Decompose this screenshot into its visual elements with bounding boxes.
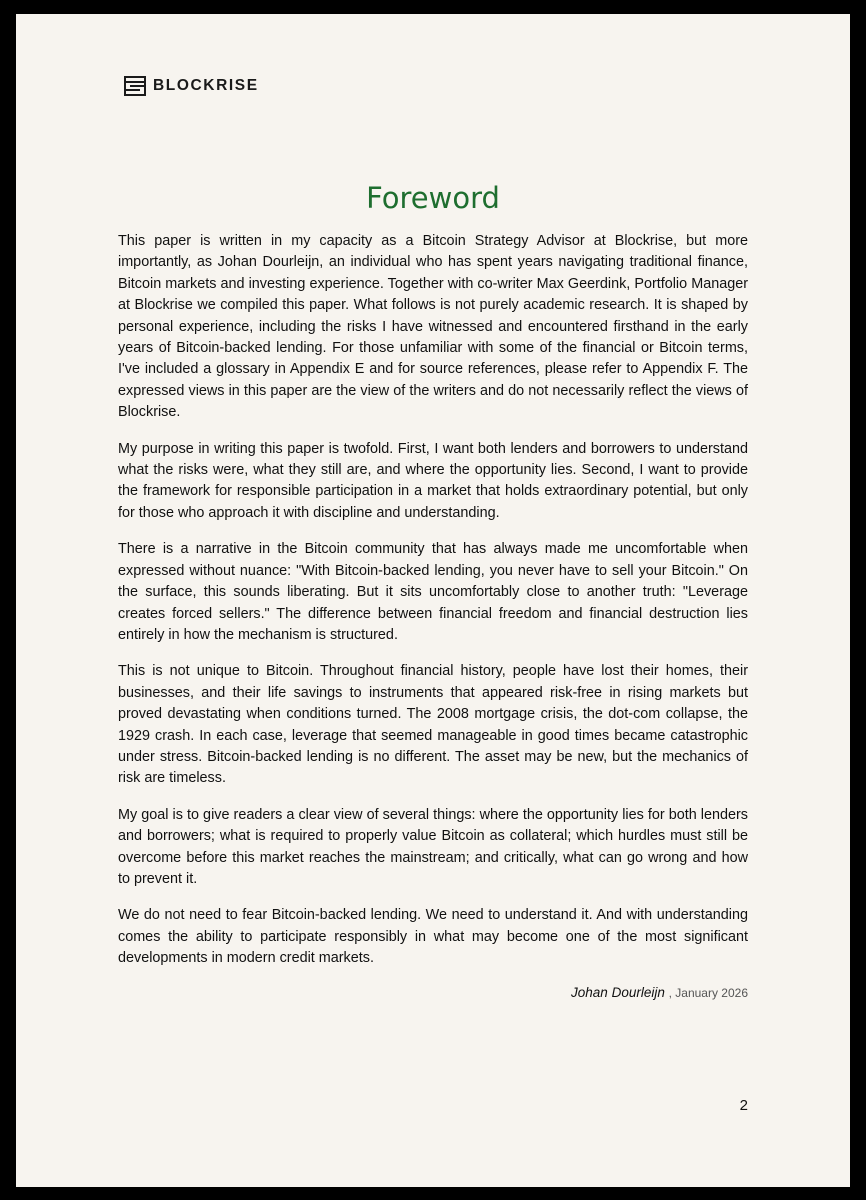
- document-page: [16, 14, 850, 1187]
- signature-date: , January 2026: [668, 985, 748, 1000]
- paragraph-1: This paper is written in my capacity as a Bitcoin Strategy Advisor at Blockrise, but more importantly, as Johan Dourleijn, an individual who has spent years navigating traditional finance, Bitcoin markets and investing experience. Together with co-writer Max Geerdink, Portfolio Manager at Blockrise we compiled this paper. What follows is not purely academic research. It is shaped by personal experience, including the risks I have witnessed and encountered firsthand in the early years of Bitcoin-backed lending. For those unfamiliar with some of the financial or Bitcoin terms, I've included a glossary in Appendix E and for source references, please refer to Appendix F. The expressed views in this paper are the view of the writers and do not necessarily reflect the views of Blockrise.: [118, 233, 748, 421]
- paragraph-5: My goal is to give readers a clear view of several things: where the opportunity lies for both lenders and borrowers; what is required to properly value Bitcoin as collateral; which hurdles must still be overcome before this market reaches the mainstream; and critically, what can go wrong and how to prevent it.: [118, 806, 748, 887]
- signature-name: Johan Dourleijn: [571, 984, 665, 1000]
- blockrise-logo: [124, 76, 259, 96]
- paragraph-6: We do not need to fear Bitcoin-backed lending. We need to understand it. And with understanding comes the ability to participate responsibly in what may become one of the most significant developments in modern credit markets.: [118, 907, 748, 967]
- paragraph-4: This is not unique to Bitcoin. Throughout financial history, people have lost their homes, their businesses, and their life savings to instruments that appeared risk-free in rising markets but proved devastating when conditions turned. The 2008 mortgage crisis, the dot-com collapse, the 1929 crash. In each case, leverage that seemed manageable in good times became catastrophic under stress. Bitcoin-backed lending is no different. The asset may be new, but the mechanics of risk are timeless.: [118, 663, 748, 787]
- foreword-body: [118, 231, 748, 1000]
- page-title: Foreword: [366, 181, 500, 216]
- logo-text: BLOCKRISE: [153, 77, 259, 94]
- page-number: 2: [739, 1097, 748, 1114]
- paragraph-2: My purpose in writing this paper is twofold. First, I want both lenders and borrowers to understand what the risks were, what they still are, and where the opportunity lies. Second, I want to provide the framework for responsible participation in a market that holds extraordinary potential, but only for those who approach it with discipline and understanding.: [118, 440, 748, 521]
- signature: [118, 985, 748, 1000]
- paragraph-3: There is a narrative in the Bitcoin community that has always made me uncomfortable when expressed without nuance: "With Bitcoin-backed lending, you never have to sell your Bitcoin." On the surface, this sounds liberating. But it sits uncomfortably close to another truth: "Leverage creates forced sellers." The difference between financial freedom and financial destruction lies entirely in how the mechanism is structured.: [118, 541, 748, 643]
- blockrise-logo-icon: [124, 76, 146, 96]
